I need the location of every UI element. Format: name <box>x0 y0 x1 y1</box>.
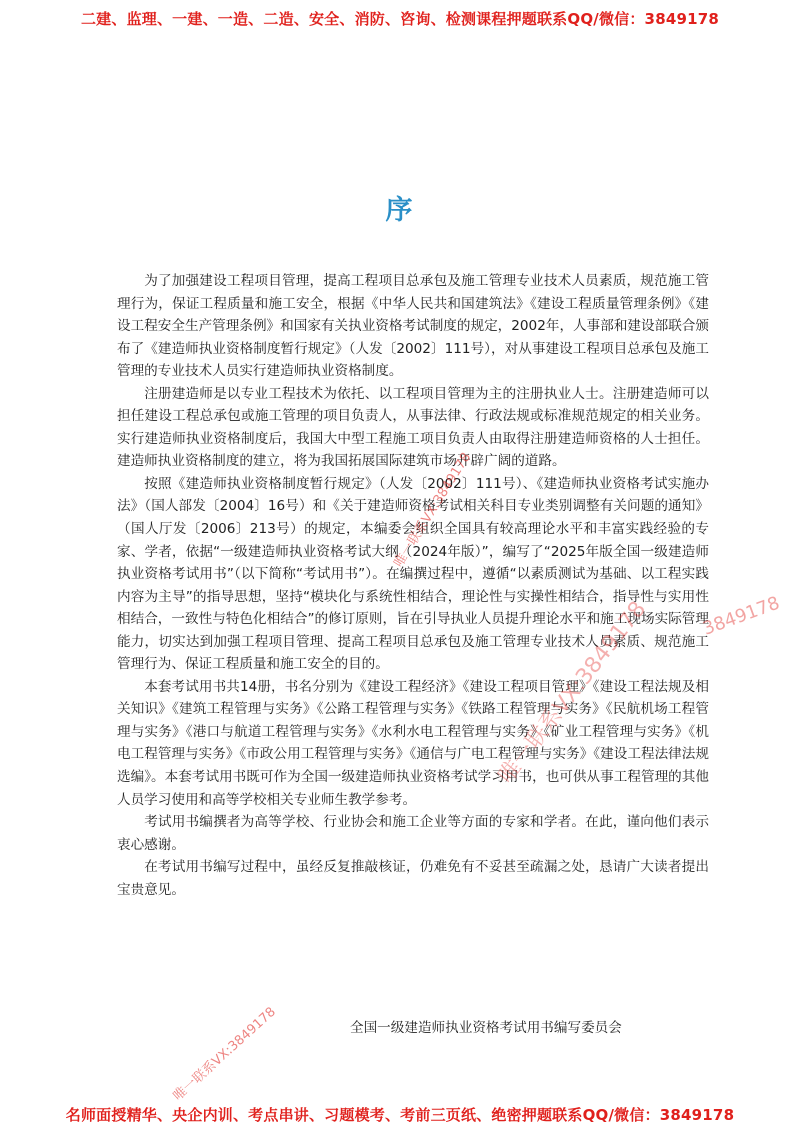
preface-body <box>117 270 709 901</box>
signature: 全国一级建造师执业资格考试用书编写委员会 <box>350 1020 622 1036</box>
paragraph: 本套考试用书共14册，书名分别为《建设工程经济》《建设工程项目管理》《建设工程法规及相关知识》《建筑工程管理与实务》《公路工程管理与实务》《铁路工程管理与实务》《民航机场工程管理与实务》《港口与航道工程管理与实务》《水利水电工程管理与实务》《矿业工程管理与实务》《机电工程管理与实务》《市政公用工程管理与实务》《通信与广电工程管理与实务》《建设工程法律法规选编》。本套考试用书既可作为全国一级建造师执业资格考试学习用书，也可供从事工程管理的其他人员学习使用和高等学校相关专业师生教学参考。 <box>117 678 709 808</box>
paragraph: 考试用书编撰者为高等学校、行业协会和施工企业等方面的专家和学者。在此，谨向他们表示衷心感谢。 <box>117 814 709 853</box>
paragraph: 为了加强建设工程项目管理，提高工程项目总承包及施工管理专业技术人员素质，规范施工管理行为，保证工程质量和施工安全，根据《中华人民共和国建筑法》《建设工程质量管理条例》《建设工程安全生产管理条例》和国家有关执业资格考试制度的规定，2002年，人事部和建设部联合颁布了《建造师执业资格制度暂行规定》（人发〔2002〕111号），对从事建设工程项目总承包及施工管理的专业技术人员实行建造师执业资格制度。 <box>117 273 709 380</box>
page-title: 序 <box>385 195 415 226</box>
watermark: 唯一联系VX:3849178 <box>391 450 475 571</box>
watermark: 唯一联系VX:3849178 <box>170 1004 279 1105</box>
top-promo-banner: 二建、监理、一建、一造、二造、安全、消防、咨询、检测课程押题联系QQ/微信：3849178 <box>80 10 720 28</box>
paragraph: 在考试用书编写过程中，虽经反复推敲核证，仍难免有不妥甚至疏漏之处，恳请广大读者提出宝贵意见。 <box>117 859 709 898</box>
watermark: 唯一联系VX:3849178 <box>493 596 652 789</box>
watermark: 3849178 <box>700 592 783 640</box>
bottom-promo-banner: 名师面授精华、央企内训、考点串讲、习题模考、考前三页纸、绝密押题联系QQ/微信：3849178 <box>65 1106 735 1124</box>
paragraph: 注册建造师是以专业工程技术为依托、以工程项目管理为主的注册执业人士。注册建造师可以担任建设工程总承包或施工管理的项目负责人，从事法律、行政法规或标准规范规定的相关业务。实行建造师执业资格制度后，我国大中型工程施工项目负责人由取得注册建造师资格的人士担任。建造师执业资格制度的建立，将为我国拓展国际建筑市场开辟广阔的道路。 <box>117 385 709 470</box>
paragraph: 按照《建造师执业资格制度暂行规定》（人发〔2002〕111号）、《建造师执业资格考试实施办法》（国人部发〔2004〕16号）和《关于建造师资格考试相关科目专业类别调整有关问题的通知》（国人厅发〔2006〕213号）的规定，本编委会组织全国具有较高理论水平和丰富实践经验的专家、学者，依据“一级建造师执业资格考试大纲（2024年版）”，编写了“2025年版全国一级建造师执业资格考试用书”（以下简称“考试用书”）。在编撰过程中，遵循“以素质测试为基础、以工程实践内容为主导”的指导思想，坚持“模块化与系统性相结合，理论性与实操性相结合，指导性与实用性相结合，一致性与特色化相结合”的修订原则，旨在引导执业人员提升理论水平和施工现场实际管理能力，切实达到加强工程项目管理、提高工程项目总承包及施工管理专业技术人员素质、规范施工管理行为、保证工程质量和施工安全的目的。 <box>117 475 709 673</box>
